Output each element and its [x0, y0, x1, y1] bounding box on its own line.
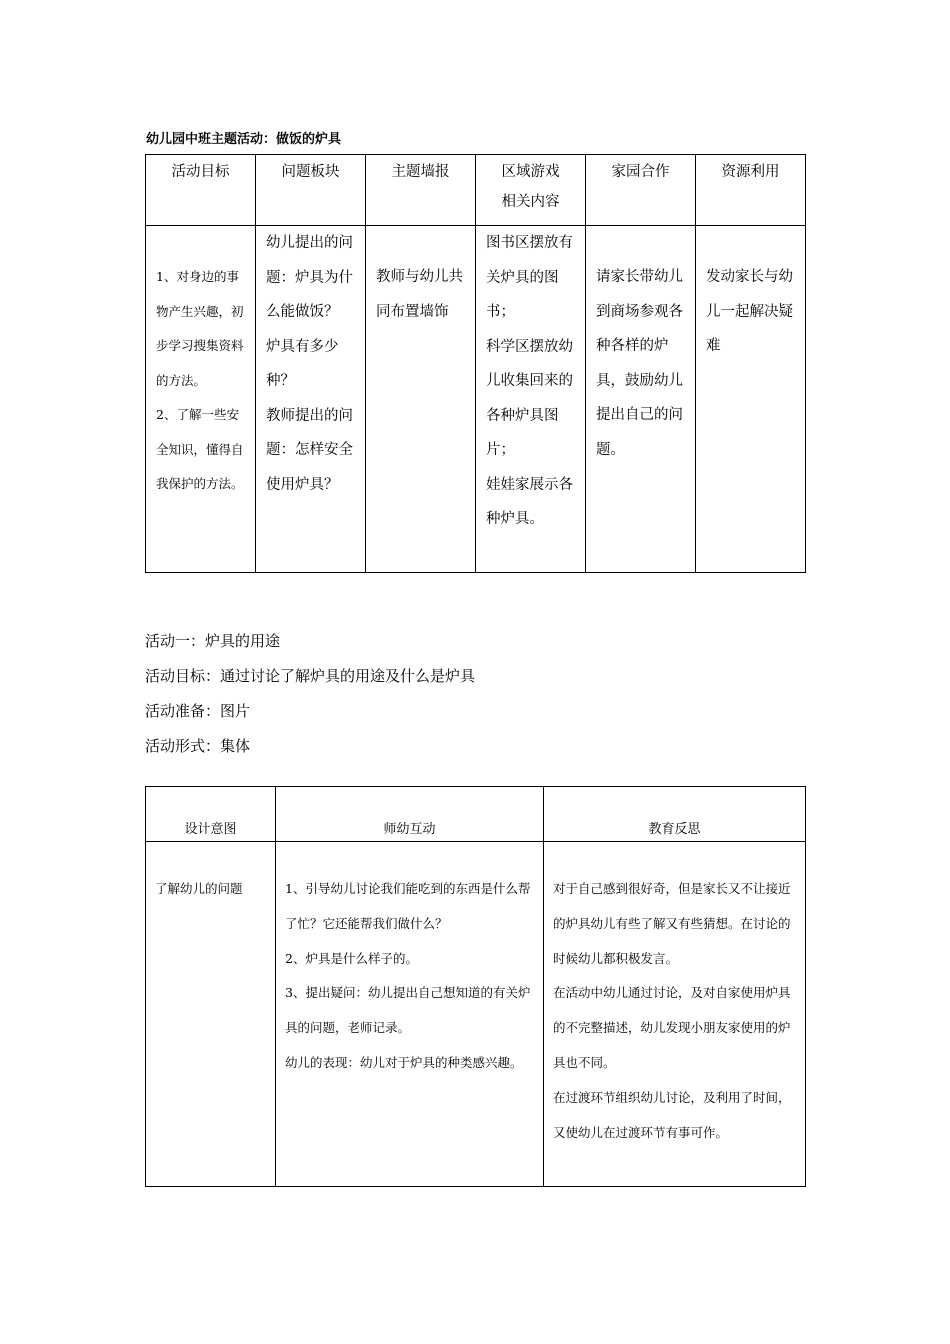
header-design-intent: 设计意图: [146, 787, 276, 842]
cell-home-cooperation: 请家长带幼儿到商场参观各种各样的炉具，鼓励幼儿提出自己的问题。: [586, 226, 696, 573]
header-area-games: 区域游戏 相关内容: [476, 155, 586, 226]
theme-plan-header-row: [146, 155, 806, 226]
activity-preparation: 活动准备：图片: [145, 702, 251, 720]
cell-resource-use: 发动家长与幼儿一起解决疑难: [696, 226, 806, 573]
document-title: 幼儿园中班主题活动：做饭的炉具: [146, 132, 342, 147]
header-resource-use: 资源利用: [696, 155, 806, 226]
header-education-reflection: 教育反思: [544, 787, 806, 842]
activity-detail-table: [145, 786, 806, 1187]
header-theme-wall: 主题墙报: [366, 155, 476, 226]
activity-name: 活动一：炉具的用途: [145, 632, 281, 650]
theme-plan-table: [145, 154, 806, 573]
cell-design-intent: 了解幼儿的问题: [146, 842, 276, 1187]
header-teacher-child-interaction: 师幼互动: [276, 787, 544, 842]
cell-teacher-child-interaction: 1、引导幼儿讨论我们能吃到的东西是什么帮了忙？它还能帮我们做什么？ 2、炉具是什么样子的。 3、提出疑问：幼儿提出自己想知道的有关炉具的问题，老师记录。 幼儿的表现：幼儿对于炉具的种类感兴趣。: [276, 842, 544, 1187]
cell-education-reflection: 对于自己感到很好奇，但是家长又不让接近的炉具幼儿有些了解又有些猜想。在讨论的时候幼儿都积极发言。 在活动中幼儿通过讨论，及对自家使用炉具的不完整描述，幼儿发现小朋友家使用的炉具也不同。 在过渡环节组织幼儿讨论，及利用了时间，又使幼儿在过渡环节有事可作。: [544, 842, 806, 1187]
cell-area-games: 图书区摆放有关炉具的图书； 科学区摆放幼儿收集回来的各种炉具图片； 娃娃家展示各种炉具。: [476, 226, 586, 573]
activity-detail-header-row: [146, 787, 806, 842]
header-activity-goal: 活动目标: [146, 155, 256, 226]
cell-question-section: 幼儿提出的问题：炉具为什么能做饭？ 炉具有多少种？ 教师提出的问题：怎样安全使用炉具？: [256, 226, 366, 573]
activity-goal: 活动目标：通过讨论了解炉具的用途及什么是炉具: [145, 667, 476, 685]
header-home-cooperation: 家园合作: [586, 155, 696, 226]
activity-detail-body-row: [146, 842, 806, 1187]
header-question-section: 问题板块: [256, 155, 366, 226]
theme-plan-body-row: [146, 226, 806, 573]
cell-activity-goal: 1、对身边的事物产生兴趣，初步学习搜集资料的方法。 2、了解一些安全知识，懂得自我保护的方法。: [146, 226, 256, 573]
activity-form: 活动形式：集体: [145, 737, 251, 755]
cell-theme-wall: 教师与幼儿共同布置墙饰: [366, 226, 476, 573]
